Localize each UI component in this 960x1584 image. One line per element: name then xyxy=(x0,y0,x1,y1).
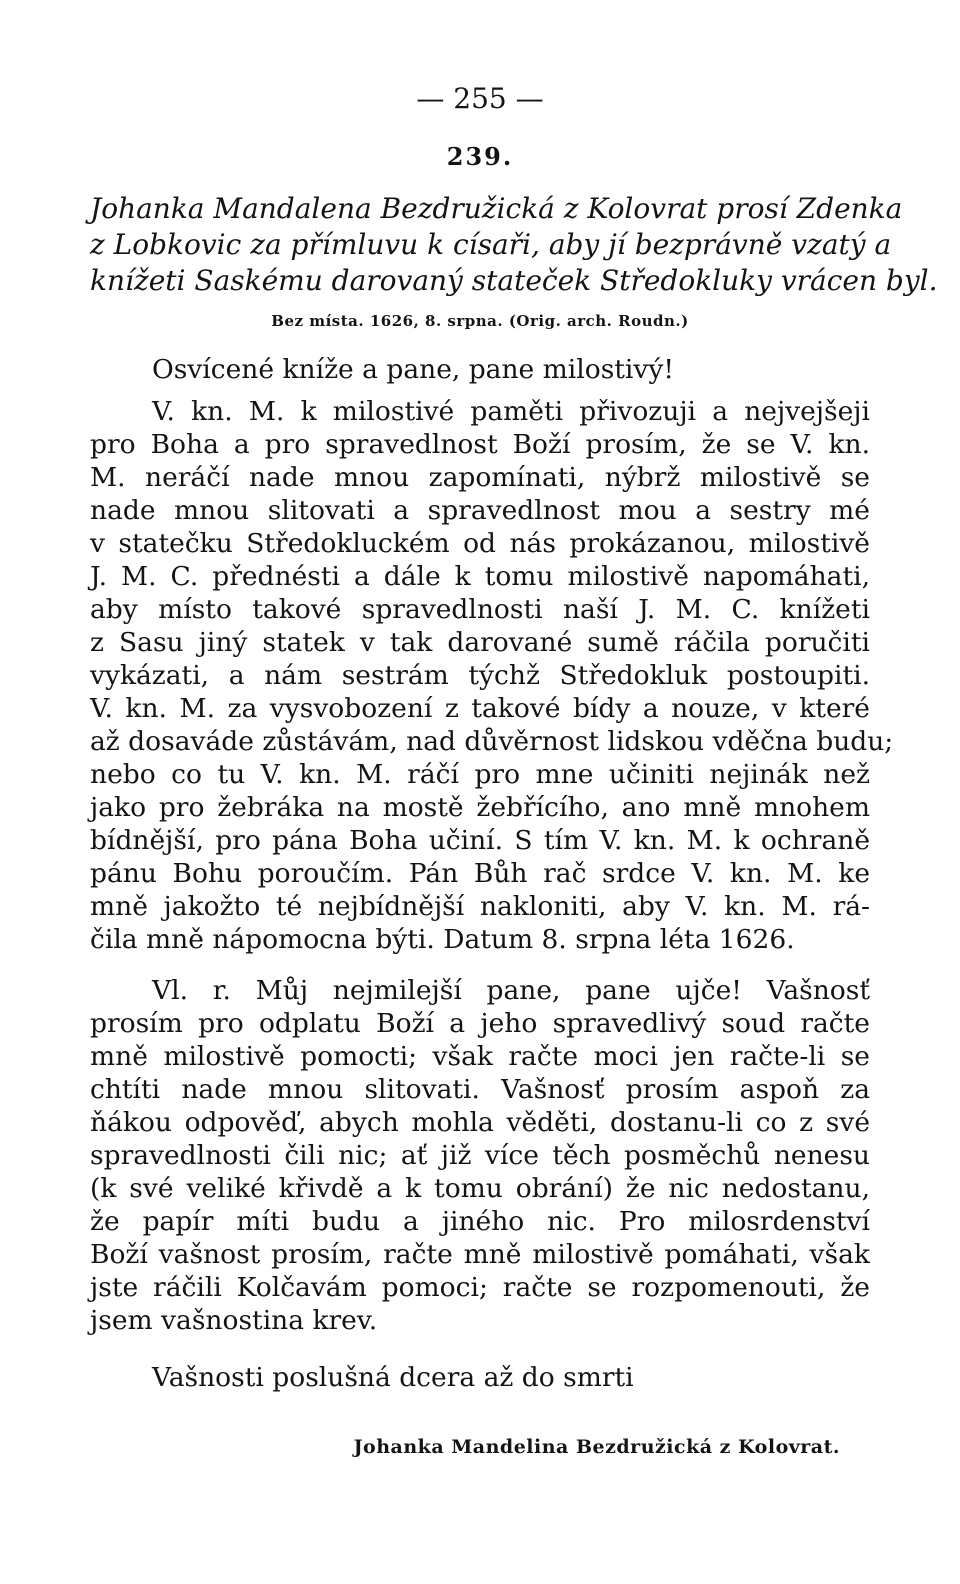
body-line: vykázati, a nám sestrám týchž Středokluk postoupiti. xyxy=(90,660,870,691)
body-line: aby místo takové spravedlnosti naší J. M. C. knížeti xyxy=(90,594,870,625)
body-line: Boží vašnost prosím, račte mně milostivě pomáhati, však xyxy=(90,1239,870,1270)
document-number: 239. xyxy=(446,142,514,171)
page-number: — 255 — xyxy=(416,82,544,115)
body-line: V. kn. M. k milostivé paměti přivozuji a nejvejšeji xyxy=(152,396,870,427)
body-line: spravedlnosti čili nic; ať již více těch posměchů nenesu xyxy=(90,1140,870,1171)
body-line: jsem vašnostina krev. xyxy=(90,1305,378,1336)
body-line: (k své veliké křivdě a k tomu obrání) že nic nedostanu, xyxy=(90,1173,870,1204)
body-line: že papír míti budu a jiného nic. Pro milosrdenství xyxy=(90,1206,870,1237)
body-line: mně jakožto té nejbídnější nakloniti, aby V. kn. M. rá- xyxy=(90,891,870,922)
body-line: pánu Bohu poroučím. Pán Bůh rač srdce V. kn. M. ke xyxy=(90,858,870,889)
body-line: J. M. C. přednésti a dále k tomu milostivě napomáhati, xyxy=(90,561,870,592)
signature: Johanka Mandelina Bezdružická z Kolovrat. xyxy=(353,1436,840,1458)
body-line: jste ráčili Kolčavám pomoci; račte se rozpomenouti, že xyxy=(90,1272,870,1303)
salutation: Osvícené kníže a pane, pane milostivý! xyxy=(152,354,675,385)
body-line: mně milostivě pomocti; však račte moci jen račte-li se xyxy=(90,1041,870,1072)
closing-line: Vašnosti poslušná dcera až do smrti xyxy=(152,1362,634,1393)
headline-line: knížeti Saskému darovaný stateček Středokluky vrácen byl. xyxy=(90,264,938,297)
body-line: V. kn. M. za vysvobození z takové bídy a nouze, v které xyxy=(90,693,870,724)
body-line: Vl. r. Můj nejmilejší pane, pane ujče! Vašnosť xyxy=(152,975,870,1006)
body-line: chtíti nade mnou slitovati. Vašnosť prosím aspoň za xyxy=(90,1074,870,1105)
body-line: jako pro žebráka na mostě žebřícího, ano mně mnohem xyxy=(90,792,870,823)
body-line: čila mně nápomocna býti. Datum 8. srpna léta 1626. xyxy=(90,924,795,955)
headline-line: Johanka Mandalena Bezdružická z Kolovrat prosí Zdenka xyxy=(90,192,903,225)
body-line: bídnější, pro pána Boha učiní. S tím V. kn. M. k ochraně xyxy=(90,825,870,856)
headline-line: z Lobkovic za přímluvu k císaři, aby jí bezprávně vzatý a xyxy=(90,228,892,261)
body-line: v statečku Středokluckém od nás prokázanou, milostivě xyxy=(90,528,870,559)
body-line: až dosaváde zůstávám, nad důvěrnost lidskou vděčna budu; xyxy=(90,726,894,757)
body-line: z Sasu jiný statek v tak darované sumě ráčila poručiti xyxy=(90,627,870,658)
body-line: prosím pro odplatu Boží a jeho spravedlivý soud račte xyxy=(90,1008,870,1039)
body-line: M. neráčí nade mnou zapomínati, nýbrž milostivě se xyxy=(90,462,870,493)
body-line: nade mnou slitovati a spravedlnost mou a sestry mé xyxy=(90,495,870,526)
body-line: pro Boha a pro spravedlnost Boží prosím, že se V. kn. xyxy=(90,429,870,460)
source-note: Bez místa. 1626, 8. srpna. (Orig. arch. Roudn.) xyxy=(271,312,689,330)
body-line: nebo co tu V. kn. M. ráčí pro mne učiniti nejinák než xyxy=(90,759,870,790)
body-line: ňákou odpověď, abych mohla věděti, dostanu-li co z své xyxy=(90,1107,870,1138)
